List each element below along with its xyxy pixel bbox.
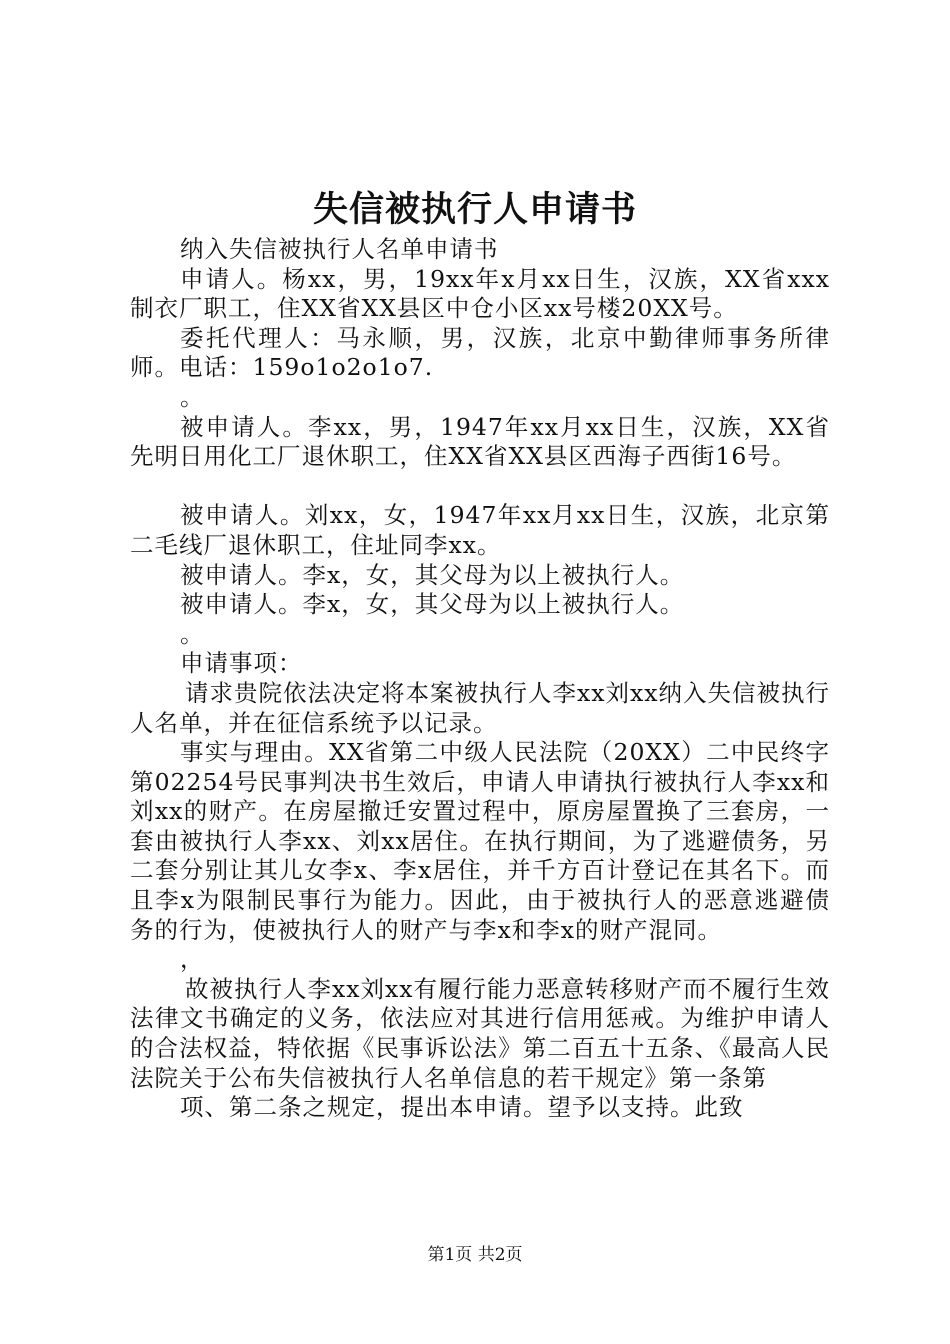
paragraph-respondent-1: 被申请人。李xx，男，1947年xx月xx日生，汉族，XX省先明日用化工厂退休职工，住XX省XX县区西海子西街16号。 [130, 412, 830, 471]
paragraph-respondent-3: 被申请人。李x，女，其父母为以上被执行人。 [180, 560, 685, 589]
paragraph-agent: 委托代理人：马永顺，男，汉族，北京中勤律师事务所律师。电话：159o1o2o1o7. [130, 323, 830, 382]
paragraph-request: 请求贵院依法决定将本案被执行人李xx刘xx纳入失信被执行人名单，并在征信系统予以记录。 [130, 678, 831, 737]
page-footer: 第1页 共2页 [427, 1245, 523, 1265]
paragraph-applicant: 申请人。杨xx，男，19xx年x月xx日生，汉族，XX省xxx制衣厂职工，住XX省XX县区中仓小区xx号楼20XX号。 [130, 264, 830, 323]
paragraph-gap [130, 472, 830, 502]
document-body [130, 235, 830, 1123]
paragraph-separator: 。 [180, 382, 205, 411]
paragraph-subtitle: 纳入失信被执行人名单申请书 [180, 235, 499, 263]
paragraph-separator: ， [180, 945, 205, 974]
paragraph-respondent-4: 被申请人。李x，女，其父母为以上被执行人。 [180, 590, 685, 619]
paragraph-separator: 。 [180, 619, 205, 648]
document-title: 失信被执行人申请书 [312, 189, 637, 230]
paragraph-closing: 项、第二条之规定，提出本申请。望予以支持。此致 [180, 1093, 744, 1122]
paragraph-facts: 事实与理由。XX省第二中级人民法院（20XX）二中民终字第02254号民事判决书生效后，申请人申请执行被执行人李xx和刘xx的财产。在房屋撤迁安置过程中，原房屋置换了三套房，一套由被执行人李xx、刘xx居住。在执行期间，为了逃避债务，另二套分别让其儿女李x、李x居住，并千方百计登记在其名下。而且李x为限制民事行为能力。因此，由于被执行人的恶意逃避债务的行为，使被执行人的财产与李x和李x的财产混同。 [130, 738, 830, 944]
paragraph-conclusion: 故被执行人李xx刘xx有履行能力恶意转移财产而不履行生效法律文书确定的义务，依法应对其进行信用惩戒。为维护申请人的合法权益，特依据《民事诉讼法》第二百五十五条、《最高人民法院关于公布失信被执行人名单信息的若干规定》第一条第 [130, 974, 831, 1092]
paragraph-request-heading: 申请事项： [180, 649, 303, 678]
paragraph-respondent-2: 被申请人。刘xx，女，1947年xx月xx日生，汉族，北京第二毛线厂退休职工，住址同李xx。 [130, 501, 830, 559]
